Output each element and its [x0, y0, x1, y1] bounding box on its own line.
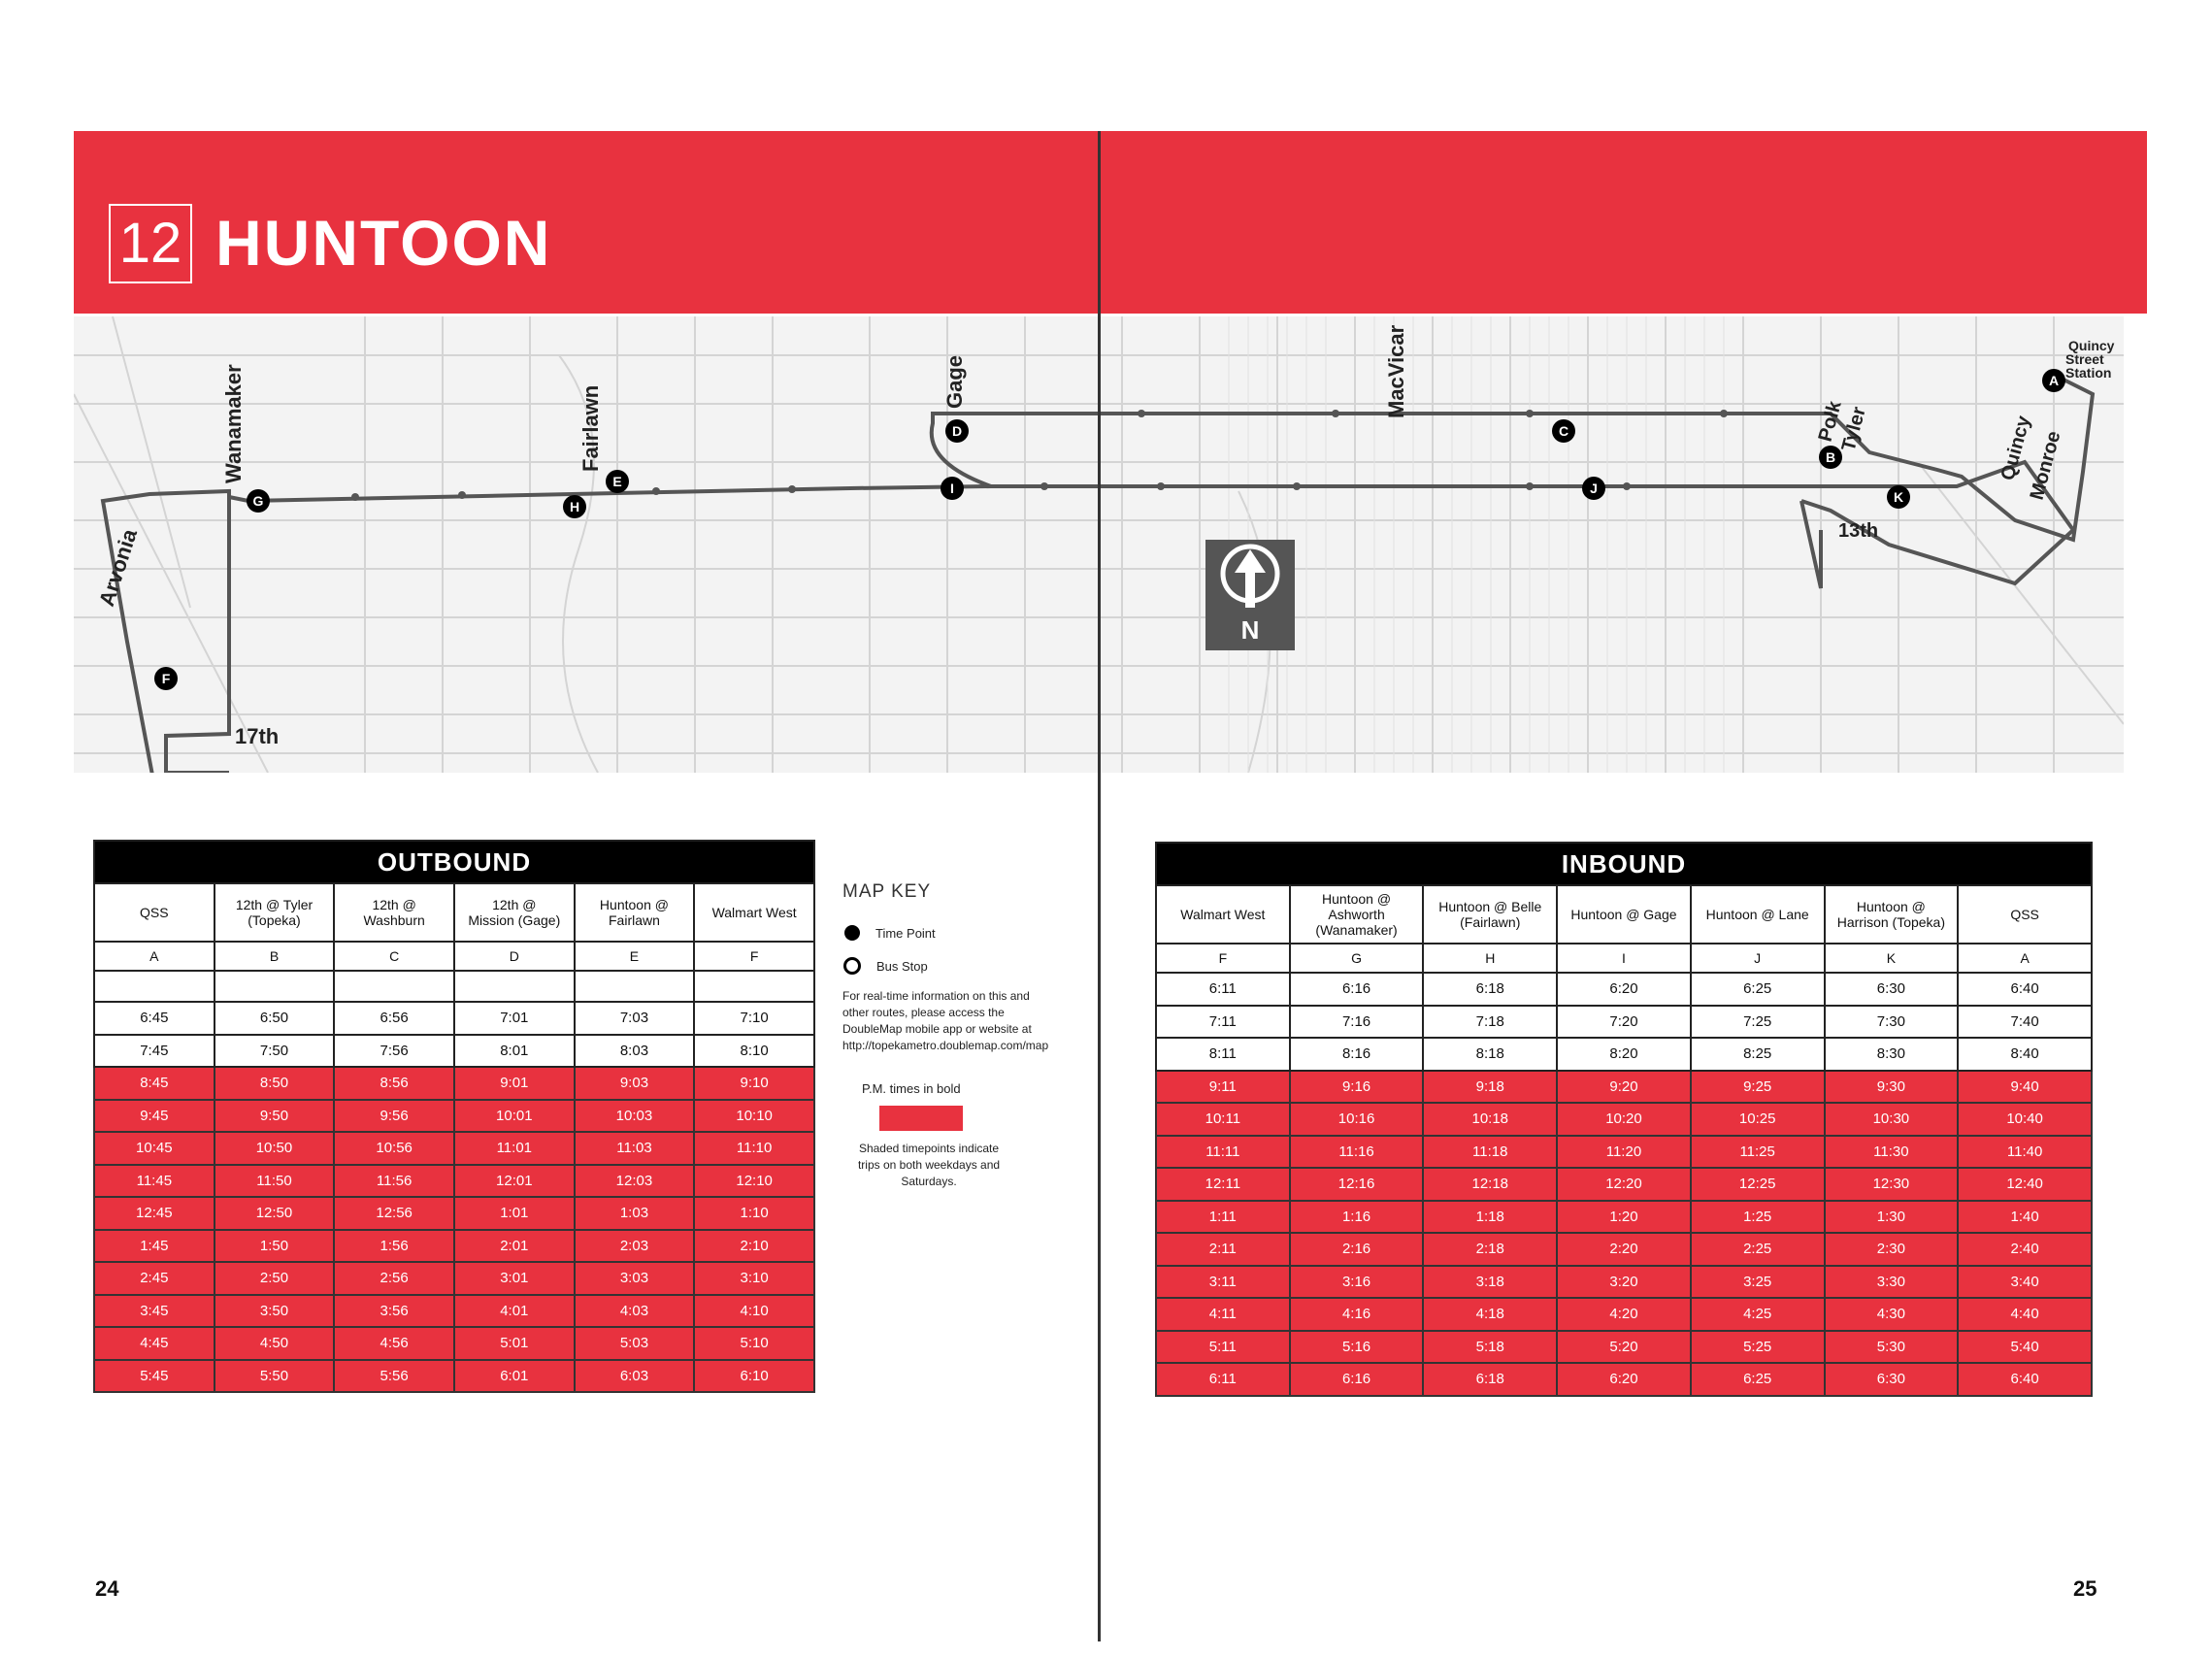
table-row [94, 1035, 814, 1068]
station-label: Quincy Street Station [2065, 338, 2115, 381]
time-cell: 9:01 [454, 1067, 575, 1100]
time-cell: 1:11 [1156, 1201, 1290, 1234]
time-cell: 7:01 [454, 1002, 575, 1035]
time-cell: 6:30 [1825, 1363, 1959, 1396]
time-cell: 2:10 [694, 1230, 814, 1263]
time-cell: 3:50 [215, 1295, 335, 1328]
time-cell: 8:25 [1691, 1038, 1825, 1071]
table-row [1156, 973, 2092, 1006]
column-header: Huntoon @ Gage [1557, 885, 1691, 944]
minor-streets [1229, 316, 1724, 773]
street-labels [94, 324, 2115, 748]
header-row [1156, 885, 2092, 944]
svg-text:J: J [1590, 481, 1598, 496]
time-cell: 5:01 [454, 1327, 575, 1360]
time-cell: 10:10 [694, 1100, 814, 1133]
time-cell: 6:11 [1156, 973, 1290, 1006]
timepoint-letter: A [1958, 944, 2092, 973]
column-header: Huntoon @ Harrison (Topeka) [1825, 885, 1959, 944]
time-cell: 9:20 [1557, 1071, 1691, 1104]
time-cell: 4:11 [1156, 1298, 1290, 1331]
time-cell: 8:10 [694, 1035, 814, 1068]
time-cell: 1:16 [1290, 1201, 1424, 1234]
table-title: OUTBOUND [94, 841, 814, 883]
table-row [1156, 1006, 2092, 1039]
time-cell: 6:03 [575, 1360, 695, 1393]
table-row [94, 1165, 814, 1198]
time-cell: 10:01 [454, 1100, 575, 1133]
time-point-d [945, 419, 969, 443]
north-arrow-icon [1205, 540, 1295, 650]
time-cell: 6:40 [1958, 1363, 2092, 1396]
street-label-wanamaker: Wanamaker [221, 364, 246, 483]
time-cell: 4:18 [1423, 1298, 1557, 1331]
time-cell: 6:25 [1691, 1363, 1825, 1396]
time-cell: 2:25 [1691, 1233, 1825, 1266]
shaded-note: Shaded timepoints indicate trips on both weekdays and Saturdays. [857, 1142, 1001, 1188]
svg-text:A: A [2048, 373, 2060, 388]
time-cell: 3:45 [94, 1295, 215, 1328]
time-cell: 11:45 [94, 1165, 215, 1198]
time-cell: 1:01 [454, 1197, 575, 1230]
time-cell: 11:20 [1557, 1136, 1691, 1169]
time-cell: 2:16 [1290, 1233, 1424, 1266]
time-cell: 6:16 [1290, 1363, 1424, 1396]
table-row [94, 1262, 814, 1295]
time-cell: 8:45 [94, 1067, 215, 1100]
time-cell: 6:11 [1156, 1363, 1290, 1396]
table-title: INBOUND [1156, 843, 2092, 885]
time-cell: 6:10 [694, 1360, 814, 1393]
map-key-title: MAP KEY [842, 881, 932, 902]
time-cell: 3:40 [1958, 1266, 2092, 1299]
time-cell: 6:18 [1423, 1363, 1557, 1396]
timepoint-letter: F [1156, 944, 1290, 973]
timepoint-letter: C [334, 942, 454, 971]
time-cell: 12:45 [94, 1197, 215, 1230]
time-cell: 8:20 [1557, 1038, 1691, 1071]
street-label-17th: 17th [235, 724, 280, 748]
time-cell: 11:18 [1423, 1136, 1557, 1169]
page-number-left: 24 [95, 1576, 119, 1601]
time-cell: 1:45 [94, 1230, 215, 1263]
page-number-right: 25 [2073, 1576, 2097, 1601]
street-label-quincy: Quincy [1997, 414, 2035, 483]
table-row [1156, 1168, 2092, 1201]
street-label-polk: Polk [1814, 398, 1846, 445]
svg-text:G: G [252, 493, 264, 509]
time-cell: 12:01 [454, 1165, 575, 1198]
time-cell: 11:10 [694, 1132, 814, 1165]
time-cell: 7:16 [1290, 1006, 1424, 1039]
time-cell: 5:18 [1423, 1331, 1557, 1364]
time-cell: 10:30 [1825, 1103, 1959, 1136]
time-cell: 5:56 [334, 1360, 454, 1393]
time-cell: 2:45 [94, 1262, 215, 1295]
time-point-icon [844, 925, 860, 941]
time-cell: 5:11 [1156, 1331, 1290, 1364]
timepoint-letter: I [1557, 944, 1691, 973]
time-cell: 7:20 [1557, 1006, 1691, 1039]
time-cell: 8:03 [575, 1035, 695, 1068]
time-cell: 5:50 [215, 1360, 335, 1393]
time-cell: 6:56 [334, 1002, 454, 1035]
timepoint-letter-row [94, 942, 814, 971]
time-cell: 8:01 [454, 1035, 575, 1068]
svg-text:I: I [950, 481, 954, 496]
realtime-info: For real-time information on this and other routes, please access the DoubleMap mobile app or website at http://topekametro.doublemap.com/map [842, 989, 1049, 1052]
map-key-time-point [842, 916, 1046, 949]
time-cell: 3:11 [1156, 1266, 1290, 1299]
time-cell: 9:40 [1958, 1071, 2092, 1104]
time-cell: 10:25 [1691, 1103, 1825, 1136]
svg-text:E: E [612, 474, 622, 489]
time-point-e [606, 470, 629, 493]
table-row [1156, 1103, 2092, 1136]
street-label-tyler: Tyler [1837, 404, 1870, 454]
time-cell: 8:11 [1156, 1038, 1290, 1071]
time-point-c [1552, 419, 1575, 443]
time-cell: 10:20 [1557, 1103, 1691, 1136]
time-cell: 12:25 [1691, 1168, 1825, 1201]
time-cell: 8:40 [1958, 1038, 2092, 1071]
time-cell: 12:40 [1958, 1168, 2092, 1201]
time-cell: 10:56 [334, 1132, 454, 1165]
time-cell: 1:30 [1825, 1201, 1959, 1234]
time-cell: 1:20 [1557, 1201, 1691, 1234]
time-cell: 11:11 [1156, 1136, 1290, 1169]
time-cell: 2:30 [1825, 1233, 1959, 1266]
street-label-fairlawn: Fairlawn [578, 384, 603, 472]
column-header: 12th @ Mission (Gage) [454, 883, 575, 942]
time-cell: 4:25 [1691, 1298, 1825, 1331]
time-cell: 11:56 [334, 1165, 454, 1198]
time-cell: 1:18 [1423, 1201, 1557, 1234]
svg-text:F: F [161, 671, 171, 686]
time-cell: 1:03 [575, 1197, 695, 1230]
time-cell: 9:11 [1156, 1071, 1290, 1104]
time-cell: 6:45 [94, 1002, 215, 1035]
time-cell: 9:50 [215, 1100, 335, 1133]
time-cell: 3:16 [1290, 1266, 1424, 1299]
svg-text:H: H [569, 499, 580, 514]
time-cell: 3:56 [334, 1295, 454, 1328]
time-points [154, 369, 2065, 690]
table-row [94, 1197, 814, 1230]
street-label-13th: 13th [1838, 520, 1879, 542]
svg-text:B: B [1825, 449, 1836, 465]
time-cell: 4:01 [454, 1295, 575, 1328]
time-cell: 5:10 [694, 1327, 814, 1360]
table-row [1156, 1266, 2092, 1299]
time-cell: 9:03 [575, 1067, 695, 1100]
time-cell: 4:40 [1958, 1298, 2092, 1331]
time-cell: 10:11 [1156, 1103, 1290, 1136]
time-cell: 11:25 [1691, 1136, 1825, 1169]
table-row [94, 1132, 814, 1165]
time-cell: 5:40 [1958, 1331, 2092, 1364]
table-row [94, 1360, 814, 1393]
column-header: Huntoon @ Lane [1691, 885, 1825, 944]
table-row [1156, 1136, 2092, 1169]
time-cell: 9:18 [1423, 1071, 1557, 1104]
time-point-j [1582, 477, 1605, 500]
timepoint-letter: D [454, 942, 575, 971]
timepoint-letter: G [1290, 944, 1424, 973]
table-row [94, 1327, 814, 1360]
time-point-k [1887, 485, 1910, 509]
header-row [94, 883, 814, 942]
time-cell: 3:03 [575, 1262, 695, 1295]
time-cell: 11:50 [215, 1165, 335, 1198]
street-label-gage: Gage [942, 354, 967, 409]
time-cell: 5:45 [94, 1360, 215, 1393]
time-point-b [1819, 446, 1842, 469]
time-cell: 8:50 [215, 1067, 335, 1100]
time-cell: 6:20 [1557, 973, 1691, 1006]
time-cell: 5:16 [1290, 1331, 1424, 1364]
time-cell: 10:18 [1423, 1103, 1557, 1136]
table-row [1156, 1071, 2092, 1104]
time-cell: 12:10 [694, 1165, 814, 1198]
time-point-h [563, 495, 586, 518]
time-cell: 6:30 [1825, 973, 1959, 1006]
column-header: 12th @ Washburn [334, 883, 454, 942]
table-row [1156, 1363, 2092, 1396]
time-cell: 10:03 [575, 1100, 695, 1133]
outbound-schedule [93, 840, 815, 1393]
blank-row [94, 971, 814, 1002]
column-header: Walmart West [1156, 885, 1290, 944]
time-cell: 2:01 [454, 1230, 575, 1263]
time-cell: 4:30 [1825, 1298, 1959, 1331]
time-cell: 8:16 [1290, 1038, 1424, 1071]
time-cell: 7:40 [1958, 1006, 2092, 1039]
time-cell: 3:18 [1423, 1266, 1557, 1299]
time-cell: 12:50 [215, 1197, 335, 1230]
time-point-a [2042, 369, 2065, 392]
time-cell: 10:50 [215, 1132, 335, 1165]
time-cell: 11:03 [575, 1132, 695, 1165]
time-cell: 6:50 [215, 1002, 335, 1035]
time-cell: 7:56 [334, 1035, 454, 1068]
time-cell: 9:25 [1691, 1071, 1825, 1104]
time-point-label: Time Point [875, 925, 936, 941]
svg-text:K: K [1893, 489, 1904, 505]
page-fold [1098, 131, 1101, 1641]
time-cell: 11:16 [1290, 1136, 1424, 1169]
time-point-f [154, 667, 178, 690]
time-cell: 7:45 [94, 1035, 215, 1068]
map-key-bus-stop [842, 949, 1046, 982]
time-cell: 8:56 [334, 1067, 454, 1100]
time-cell: 9:30 [1825, 1071, 1959, 1104]
time-cell: 4:45 [94, 1327, 215, 1360]
time-cell: 6:20 [1557, 1363, 1691, 1396]
time-cell: 5:03 [575, 1327, 695, 1360]
shade-swatch [879, 1106, 963, 1131]
time-cell: 1:40 [1958, 1201, 2092, 1234]
svg-text:N: N [1240, 615, 1260, 645]
timepoint-letter-row [1156, 944, 2092, 973]
time-cell: 9:45 [94, 1100, 215, 1133]
column-header: QSS [1958, 885, 2092, 944]
time-point-i [941, 477, 964, 500]
time-cell: 5:30 [1825, 1331, 1959, 1364]
time-cell: 10:45 [94, 1132, 215, 1165]
time-cell: 2:18 [1423, 1233, 1557, 1266]
timepoint-letter: B [215, 942, 335, 971]
time-cell: 1:10 [694, 1197, 814, 1230]
time-cell: 7:50 [215, 1035, 335, 1068]
timepoint-letter: J [1691, 944, 1825, 973]
timepoint-letter: H [1423, 944, 1557, 973]
time-cell: 6:16 [1290, 973, 1424, 1006]
table-row [1156, 1331, 2092, 1364]
timepoint-letter: F [694, 942, 814, 971]
table-row [1156, 1038, 2092, 1071]
time-cell: 12:18 [1423, 1168, 1557, 1201]
column-header: Huntoon @ Belle (Fairlawn) [1423, 885, 1557, 944]
table-row [94, 1067, 814, 1100]
time-cell: 4:20 [1557, 1298, 1691, 1331]
time-cell: 7:18 [1423, 1006, 1557, 1039]
time-cell: 8:30 [1825, 1038, 1959, 1071]
time-cell: 3:10 [694, 1262, 814, 1295]
column-header: QSS [94, 883, 215, 942]
time-cell: 7:03 [575, 1002, 695, 1035]
time-cell: 4:10 [694, 1295, 814, 1328]
column-header: Huntoon @ Fairlawn [575, 883, 695, 942]
table-row [1156, 1201, 2092, 1234]
bus-stop-label: Bus Stop [876, 958, 928, 974]
table-row [1156, 1298, 2092, 1331]
svg-text:D: D [951, 423, 963, 439]
time-cell: 12:11 [1156, 1168, 1290, 1201]
table-row [94, 1002, 814, 1035]
time-cell: 12:03 [575, 1165, 695, 1198]
time-cell: 2:03 [575, 1230, 695, 1263]
timepoint-letter: E [575, 942, 695, 971]
time-cell: 3:25 [1691, 1266, 1825, 1299]
time-cell: 10:40 [1958, 1103, 2092, 1136]
time-cell: 3:01 [454, 1262, 575, 1295]
time-cell: 1:50 [215, 1230, 335, 1263]
column-header: 12th @ Tyler (Topeka) [215, 883, 335, 942]
time-cell: 3:20 [1557, 1266, 1691, 1299]
time-cell: 6:01 [454, 1360, 575, 1393]
time-point-g [247, 489, 270, 513]
time-cell: 2:50 [215, 1262, 335, 1295]
svg-text:C: C [1558, 423, 1569, 439]
street-label-macvicar: MacVicar [1384, 324, 1408, 418]
street-label-arvonia: Arvonia [93, 525, 143, 610]
time-cell: 2:56 [334, 1262, 454, 1295]
time-cell: 12:16 [1290, 1168, 1424, 1201]
time-cell: 4:16 [1290, 1298, 1424, 1331]
time-cell: 2:40 [1958, 1233, 2092, 1266]
time-cell: 1:56 [334, 1230, 454, 1263]
timepoint-letter: K [1825, 944, 1959, 973]
time-cell: 12:30 [1825, 1168, 1959, 1201]
table-row [1156, 1233, 2092, 1266]
column-header: Walmart West [694, 883, 814, 942]
time-cell: 11:30 [1825, 1136, 1959, 1169]
inbound-schedule [1155, 842, 2093, 1397]
time-cell: 6:40 [1958, 973, 2092, 1006]
column-header: Huntoon @ Ashworth (Wanamaker) [1290, 885, 1424, 944]
time-cell: 11:40 [1958, 1136, 2092, 1169]
time-cell: 7:30 [1825, 1006, 1959, 1039]
table-row [94, 1230, 814, 1263]
time-cell: 1:25 [1691, 1201, 1825, 1234]
street-label-monroe: Monroe [2026, 428, 2065, 503]
table-row [94, 1295, 814, 1328]
time-cell: 3:30 [1825, 1266, 1959, 1299]
time-cell: 8:18 [1423, 1038, 1557, 1071]
time-cell: 2:20 [1557, 1233, 1691, 1266]
time-cell: 4:03 [575, 1295, 695, 1328]
time-cell: 7:25 [1691, 1006, 1825, 1039]
time-cell: 9:16 [1290, 1071, 1424, 1104]
time-cell: 9:10 [694, 1067, 814, 1100]
bus-stop-icon [843, 957, 861, 975]
route-number: 12 [109, 204, 192, 283]
time-cell: 7:10 [694, 1002, 814, 1035]
time-cell: 2:11 [1156, 1233, 1290, 1266]
pm-note: P.M. times in bold [862, 1081, 961, 1096]
time-cell: 4:56 [334, 1327, 454, 1360]
timepoint-letter: A [94, 942, 215, 971]
time-cell: 6:18 [1423, 973, 1557, 1006]
time-cell: 9:56 [334, 1100, 454, 1133]
time-cell: 4:50 [215, 1327, 335, 1360]
time-cell: 11:01 [454, 1132, 575, 1165]
table-row [94, 1100, 814, 1133]
time-cell: 6:25 [1691, 973, 1825, 1006]
route-name: HUNTOON [215, 207, 552, 279]
time-cell: 12:56 [334, 1197, 454, 1230]
time-cell: 12:20 [1557, 1168, 1691, 1201]
time-cell: 5:20 [1557, 1331, 1691, 1364]
time-cell: 10:16 [1290, 1103, 1424, 1136]
time-cell: 5:25 [1691, 1331, 1825, 1364]
time-cell: 7:11 [1156, 1006, 1290, 1039]
map-key [842, 881, 1049, 1190]
